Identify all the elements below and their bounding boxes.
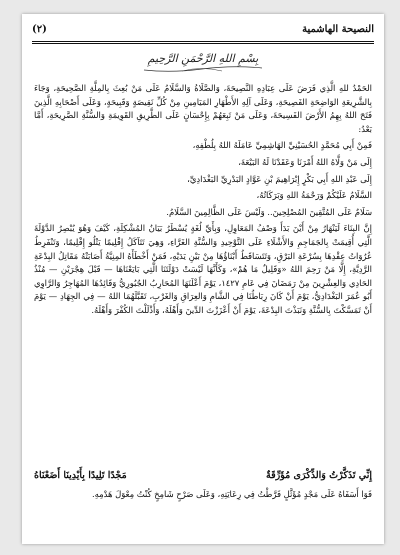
greeting-line: السَّلَامُ عَلَيْكُمْ وَرَحْمَةُ اللهِ وَبَرَكَاتُهُ، bbox=[256, 190, 372, 201]
header-rule bbox=[32, 41, 374, 44]
verse-second-hemistich: مَجْدًا تَلِيدًا بِأَيْدِينَا أَضَعْنَاهُ bbox=[34, 470, 127, 481]
basmala-flourish bbox=[142, 64, 264, 74]
document-page bbox=[22, 14, 384, 544]
basmala: بِسْمِ اللهِ الرَّحْمَنِ الرَّحِيمِ bbox=[147, 52, 259, 65]
poetry-verse bbox=[34, 470, 372, 481]
closing-paragraph: فَوَا أَسَفَاهُ عَلَى مَجْدٍ مُؤَثَّلٍ فَرَّطْتُ فِي رِعَايَتِهِ، وَعَلَى صَرْحٍ شَامِخٍ كُنْتُ مِعْوَلَ هَدْمِهِ. bbox=[92, 489, 372, 499]
page-header bbox=[32, 20, 374, 38]
peace-line: سَلَامٌ عَلَى المُتَّقِينَ المُصْلِحِينَ.. وَلَيْسَ عَلَى الظَّالِمِينَ السَّلَامُ. bbox=[166, 206, 372, 217]
opening-paragraph: الحَمْدُ للهِ الَّذِي فَرَضَ عَلَى عِبَادِهِ النَّصِيحَةَ، وَالصَّلَاةُ وَالسَّلَامُ عَلَى مَنْ بُعِثَ بِالمِلَّةِ الصَّحِيحَةِ، وَجَاءَ بِالشَّرِيعَةِ الوَاضِحَةِ الفَصِيحَةِ، وَعَلَى آلِهِ الأَطْهَارِ المَيَامِينِ مِنْ كُلِّ نَقِيصَةٍ وَقَبِيحَةٍ، وَعَلَى أَصْحَابِهِ الَّذِينَ فَتَحَ اللهُ بِهِمُ الأَرْضَ الفَسِيحَةَ، وَعَلَى مَنْ تَبِعَهُمْ بِإِحْسَانٍ عَلَى الطَّرِيقِ القَوِيمَةِ وَالسُّنَّةِ الصَّرِيحَةِ، أَمَّا بَعْدُ: bbox=[34, 83, 372, 134]
verse-first-hemistich: إِنِّي تَذَكَّرْتُ وَالذِّكْرَى مُؤَرِّقَةٌ bbox=[266, 470, 372, 481]
sender-line: فَمِنْ أَبِي مُحَمَّدٍ الحُسَيْنِيِّ الهَاشِمِيِّ عَامَلَهُ اللهُ بِلُطْفِهِ، bbox=[192, 140, 372, 151]
letter-body bbox=[34, 82, 372, 321]
main-paragraph: إِنَّ البِنَاءَ لَيَنْهَارُ مِنْ أَيْنَ بَدَأَ وَصْفُ المَعَاوِلِ، وَبِأَيِّ لُغَةٍ يُسْطَرُ بَيَانُ المُشْكِلَةِ، كَيْفَ وَهُوَ يُبْصِرُ الدَّوْلَةَ الَّتِي أُقِيمَتْ بِالجَمَاجِمِ وَالأَشْلَاءِ عَلَى التَّوْحِيدِ وَالسُّنَّةِ الغَرَّاءِ، وَهِيَ تَتَآكَلُ إِقْلِيمًا يَتْلُو إِقْلِيمًا، وَتَنْفَرِطُ عُرُوَاتُ عِقْدِهَا بِسُرْعَةِ البَرْقِ، وَتَتَسَاقَطُ أَبْنَاؤُهَا مِنْ بَيْنِ يَدَيْهِ، فَمَنْ أَخْطَأَهُ المِنِيَّةُ أَصَابَتْهُ مَقَاتِلُ البِدْعَةِ الرَّدِيَّةِ، إِلَّا مَنْ رَحِمَ اللهُ «وَقَلِيلٌ مَا هُمْ»، وَكَأَنَّهَا لَيْسَتْ دَوْلَتَنَا الَّتِي بَايَعْنَاهَا — قَبْلَ هِجْرَيْنِ — مُنْذُ الحَادِي وَالعِشْرِينَ مِنْ رَمَضَانَ فِي عَامِ ١٤٢٧، يَوْمَ أَعْلَنَهَا المُحَارِبُ الجُبُورِيُّ وَقَائِدُهَا المُهَاجِرُ وَالرَّاوِي أَبُو عُمَرَ البَغْدَادِيُّ، يَوْمَ أَنْ كَانَ رِبَاطُنَا فِي الشَّامِ وَالعِرَاقِ وَالغَرْبِ، تَقَبَّلَهُمَا اللهُ — فِي الجِهَادِ — يَوْمَ أَنْ تَمَسَّكْتَ بِالسُّنَّةِ وَنَبَذْتَ البِدْعَةَ، يَوْمَ أَنْ أَعْزَزْتَ الدِّينَ وَأَهْلَهُ، وَأَذْلَلْتَ الكُفْرَ وَأَهْلَهُ. bbox=[34, 223, 372, 315]
recipient-line: إِلَى مَنْ وَلَّاهُ اللهُ أَمْرَنَا وَعَقَدْنَا لَهُ البَيْعَةَ، bbox=[238, 156, 372, 167]
page-number: (٢) bbox=[32, 23, 47, 35]
recipient-name-line: إِلَى عَبْدِ اللهِ أَبِي بَكْرٍ إِبْرَاهِيمَ بْنِ عَوَّادٍ البَدْرِيِّ البَغْدَادِيِّ، bbox=[187, 173, 372, 184]
header-title: النصيحة الهاشمية bbox=[302, 23, 374, 35]
